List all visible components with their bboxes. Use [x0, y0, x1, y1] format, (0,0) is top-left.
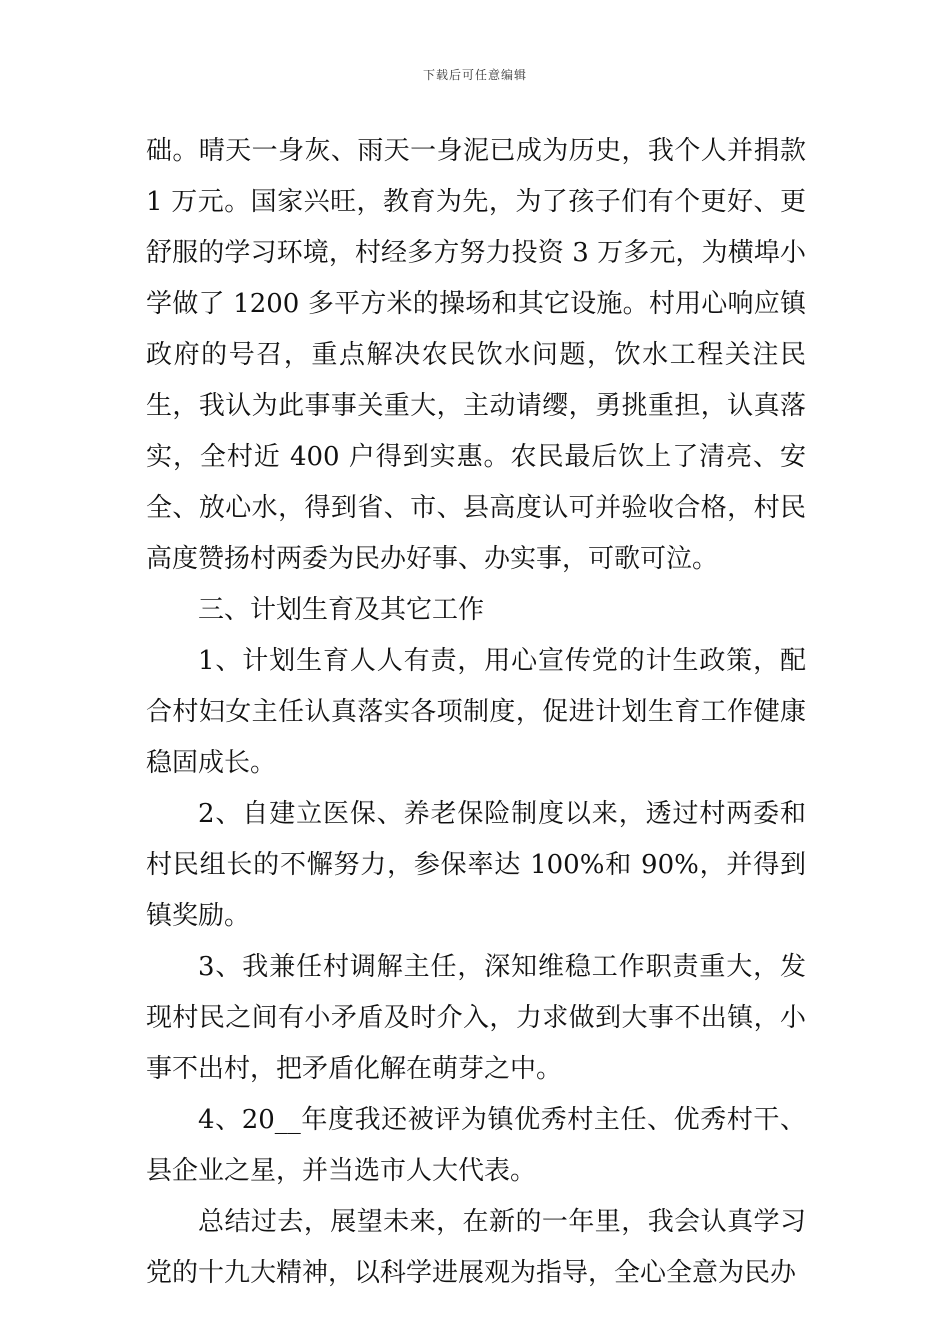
download-note: 下载后可任意编辑	[422, 68, 527, 82]
paragraph-summary: 总结过去，展望未来，在新的一年里，我会认真学习党的十九大精神，以科学进展观为指导，全心全意为民办	[146, 1207, 806, 1288]
paragraph-item-4: 4、20__年度我还被评为镇优秀村主任、优秀村干、县企业之星，并当选市人大代表。	[146, 1105, 806, 1186]
paragraph-infrastructure-education-water: 础。晴天一身灰、雨天一身泥已成为历史，我个人并捐款 1 万元。国家兴旺，教育为先，为了孩子们有个更好、更舒服的学习环境，村经多方努力投资 3 万多元，为横埠小学做了 1200 多平方米的操场和其它设施。村用心响应镇政府的号召，重点解决农民饮水问题，饮水工程关注民生，我认为此事事关重大，主动请缨，勇挑重担，认真落实，全村近 400 户得到实惠。农民最后饮上了清亮、安全、放心水，得到省、市、县高度认可并验收合格，村民高度赞扬村两委为民办好事、办实事，可歌可泣。	[146, 136, 806, 574]
paragraph-item-1: 1、计划生育人人有责，用心宣传党的计生政策，配合村妇女主任认真落实各项制度，促进计划生育工作健康稳固成长。	[146, 646, 806, 778]
document-body	[146, 126, 806, 1299]
paragraph-item-3: 3、我兼任村调解主任，深知维稳工作职责重大，发现村民之间有小矛盾及时介入，力求做到大事不出镇，小事不出村，把矛盾化解在萌芽之中。	[146, 952, 806, 1084]
paragraph-item-2: 2、自建立医保、养老保险制度以来，透过村两委和村民组长的不懈努力，参保率达 100%和 90%，并得到镇奖励。	[146, 799, 806, 931]
section-heading-family-planning: 三、计划生育及其它工作	[198, 595, 485, 625]
